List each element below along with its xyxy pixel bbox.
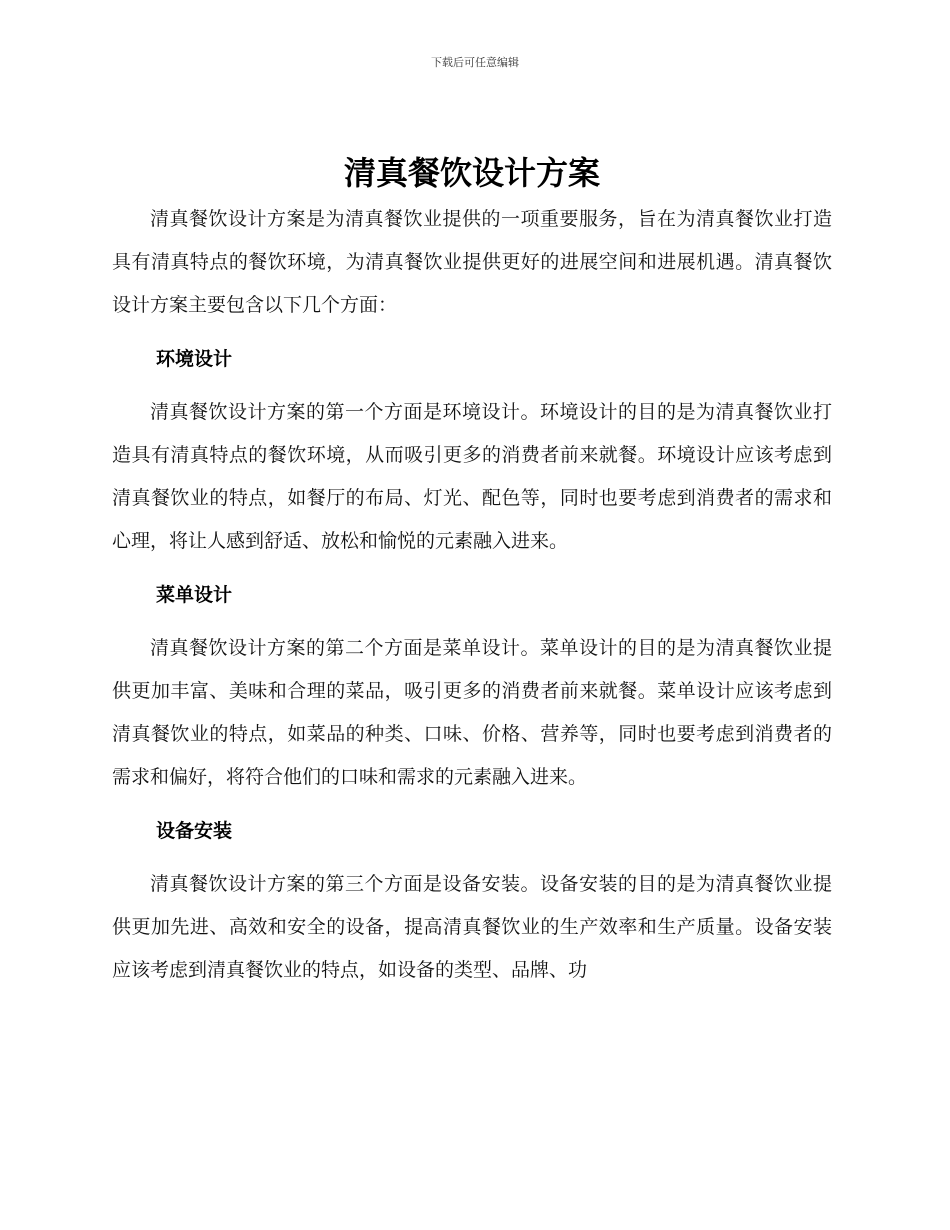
- section-paragraph: 清真餐饮设计方案的第二个方面是菜单设计。菜单设计的目的是为清真餐饮业提供更加丰富、美味和合理的菜品，吸引更多的消费者前来就餐。菜单设计应该考虑到清真餐饮业的特点，如菜品的种类、口味、价格、营养等，同时也要考虑到消费者的需求和偏好，将符合他们的口味和需求的元素融入进来。: [112, 637, 832, 788]
- document-title: 清真餐饮设计方案: [343, 154, 600, 192]
- section-heading: 菜单设计: [156, 584, 233, 606]
- section-environment: [112, 341, 832, 563]
- intro-paragraph: 清真餐饮设计方案是为清真餐饮业提供的一项重要服务，旨在为清真餐饮业打造具有清真特点的餐饮环境，为清真餐饮业提供更好的进展空间和进展机遇。清真餐饮设计方案主要包含以下几个方面：: [112, 208, 832, 316]
- section-menu: [112, 577, 832, 799]
- section-heading: 设备安装: [156, 820, 233, 842]
- header-note: 下载后可任意编辑: [431, 56, 519, 69]
- document-body: [112, 148, 832, 992]
- section-equipment: [112, 813, 832, 992]
- section-paragraph: 清真餐饮设计方案的第三个方面是设备安装。设备安装的目的是为清真餐饮业提供更加先进、高效和安全的设备，提高清真餐饮业的生产效率和生产质量。设备安装应该考虑到清真餐饮业的特点，如设备的类型、品牌、功: [112, 873, 832, 981]
- section-heading: 环境设计: [156, 348, 233, 370]
- section-paragraph: 清真餐饮设计方案的第一个方面是环境设计。环境设计的目的是为清真餐饮业打造具有清真特点的餐饮环境，从而吸引更多的消费者前来就餐。环境设计应该考虑到清真餐饮业的特点，如餐厅的布局、灯光、配色等，同时也要考虑到消费者的需求和心理，将让人感到舒适、放松和愉悦的元素融入进来。: [112, 401, 832, 552]
